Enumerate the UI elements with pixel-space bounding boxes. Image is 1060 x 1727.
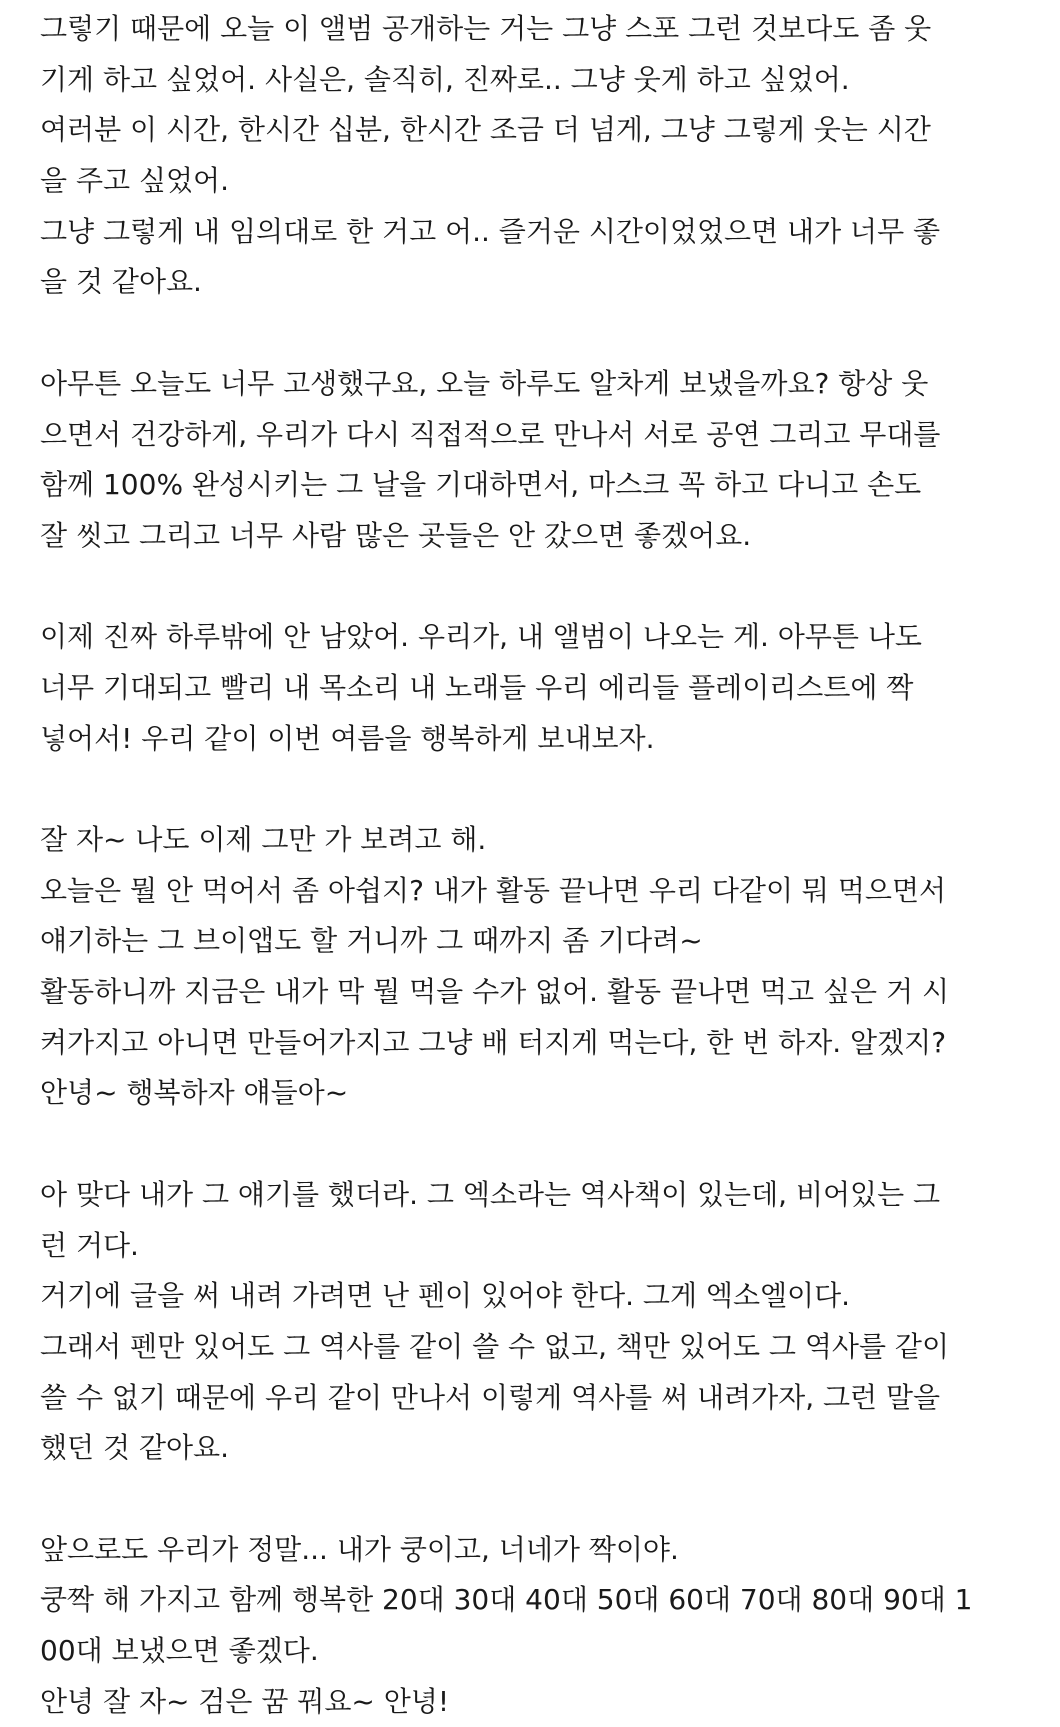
paragraph-spacer: [40, 764, 1060, 815]
text-line: 을 주고 싶었어.: [40, 164, 229, 198]
text-line: 오늘은 뭘 안 먹어서 좀 아쉽지? 내가 활동 끝나면 우리 다같이 뭐 먹으면서: [40, 873, 947, 907]
text-line: 안녕 잘 자~ 검은 꿈 꿔요~ 안녕!: [40, 1684, 450, 1718]
text-line: 으면서 건강하게, 우리가 다시 직접적으로 만나서 서로 공연 그리고 무대를: [40, 417, 941, 451]
text-line: 얘기하는 그 브이앱도 할 거니까 그 때까지 좀 기다려~: [40, 924, 703, 958]
text-line: 너무 기대되고 빨리 내 목소리 내 노래들 우리 에리들 플레이리스트에 짝: [40, 670, 914, 704]
text-line: 기게 하고 싶었어. 사실은, 솔직히, 진짜로.. 그냥 웃게 하고 싶었어.: [40, 62, 850, 96]
paragraph: [40, 4, 1060, 308]
text-line: 런 거다.: [40, 1228, 139, 1262]
text-line: 켜가지고 아니면 만들어가지고 그냥 배 터지게 먹는다, 한 번 하자. 알겠지?: [40, 1025, 947, 1059]
text-line: 그렇기 때문에 오늘 이 앨범 공개하는 거는 그냥 스포 그런 것보다도 좀 웃: [40, 12, 932, 45]
text-line: 잘 씻고 그리고 너무 사람 많은 곳들은 안 갔으면 좋겠어요.: [40, 518, 752, 552]
text-line: 안녕~ 행복하자 얘들아~: [40, 1076, 349, 1110]
text-line: 쓸 수 없기 때문에 우리 같이 만나서 이렇게 역사를 써 내려가자, 그런 말을: [40, 1380, 941, 1414]
paragraph-spacer: [40, 562, 1060, 613]
text-line: 아 맞다 내가 그 얘기를 했더라. 그 엑소라는 역사책이 있는데, 비어있는 그: [40, 1177, 941, 1211]
text-line: 쿵짝 해 가지고 함께 행복한 20대 30대 40대 50대 60대 70대 80대 90대 1: [40, 1583, 973, 1617]
text-line: 앞으로도 우리가 정말... 내가 쿵이고, 너네가 짝이야.: [40, 1532, 679, 1566]
paragraph: [40, 1525, 1060, 1727]
paragraph: [40, 1170, 1060, 1474]
paragraph-spacer: [40, 1474, 1060, 1525]
text-line: 잘 자~ 나도 이제 그만 가 보려고 해.: [40, 823, 487, 856]
text-line: 00대 보냈으면 좋겠다.: [40, 1634, 319, 1667]
text-line: 아무튼 오늘도 너무 고생했구요, 오늘 하루도 알차게 보냈을까요? 항상 웃: [40, 366, 929, 400]
paragraph: [40, 612, 1060, 764]
text-line: 여러분 이 시간, 한시간 십분, 한시간 조금 더 넘게, 그냥 그렇게 웃는 시간: [40, 113, 931, 147]
text-line: 거기에 글을 써 내려 가려면 난 펜이 있어야 한다. 그게 엑소엘이다.: [40, 1279, 851, 1313]
text-line: 함께 100% 완성시키는 그 날을 기대하면서, 마스크 꼭 하고 다니고 손도: [40, 468, 922, 502]
paragraph: [40, 359, 1060, 562]
paragraph-spacer: [40, 1119, 1060, 1170]
text-line: 이제 진짜 하루밖에 안 남았어. 우리가, 내 앨범이 나오는 게. 아무튼 나도: [40, 620, 922, 654]
paragraph: [40, 815, 1060, 1119]
text-line: 했던 것 같아요.: [40, 1431, 229, 1465]
text-line: 활동하니까 지금은 내가 막 뭘 먹을 수가 없어. 활동 끝나면 먹고 싶은 거 시: [40, 975, 950, 1009]
text-line: 그래서 펜만 있어도 그 역사를 같이 쓸 수 없고, 책만 있어도 그 역사를 같이: [40, 1329, 950, 1363]
text-line: 그냥 그렇게 내 임의대로 한 거고 어.. 즐거운 시간이었었으면 내가 너무 좋: [40, 214, 941, 248]
text-line: 넣어서! 우리 같이 이번 여름을 행복하게 보내보자.: [40, 721, 655, 755]
paragraph-spacer: [40, 308, 1060, 359]
text-line: 을 것 같아요.: [40, 265, 202, 299]
